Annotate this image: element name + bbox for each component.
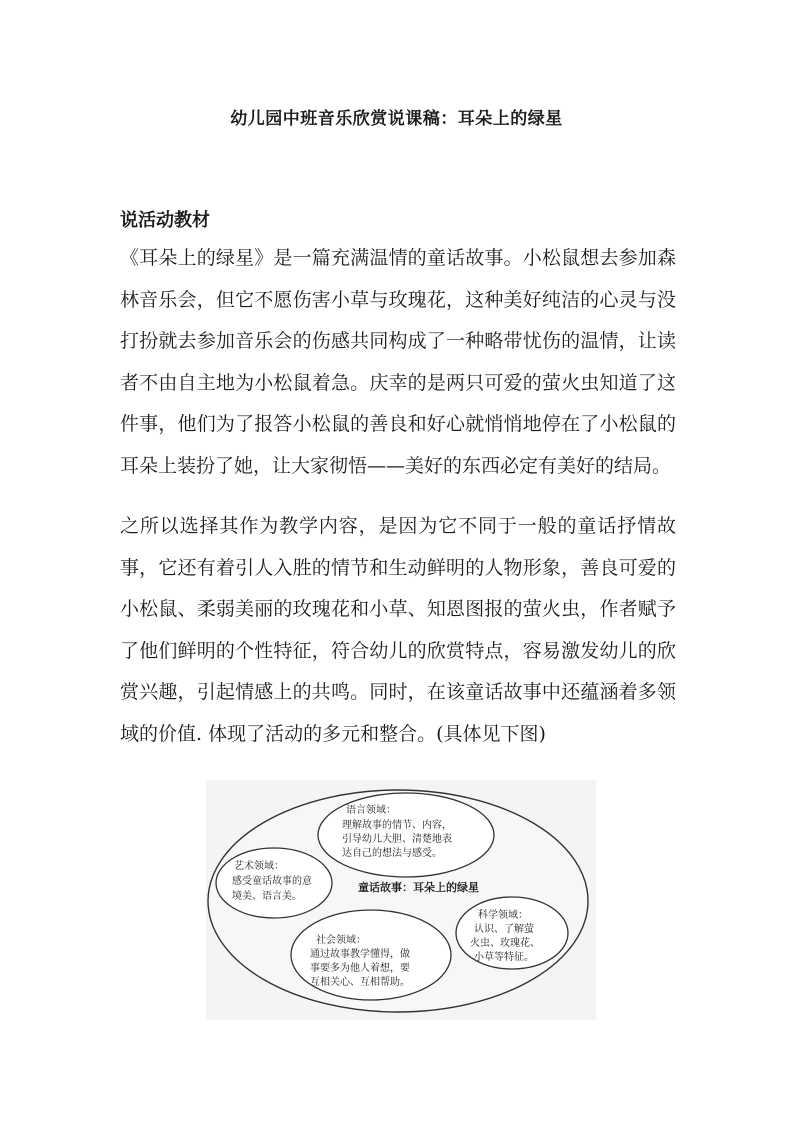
social-line-3: 互相关心、互相帮助。 — [310, 977, 410, 988]
language-line-3: 达自己的想法与感受。 — [342, 848, 442, 859]
social-line-1: 通过故事教学懂得，做 — [310, 949, 410, 960]
diagram-center-label: 童话故事：耳朵上的绿星 — [358, 881, 479, 894]
science-line-3: 小草等特征。 — [474, 952, 534, 963]
art-line-2: 境美、语言美。 — [232, 891, 302, 902]
section-heading: 说活动教材 — [120, 210, 210, 231]
science-line-2: 火虫、玫瑰花、 — [470, 938, 540, 949]
social-heading: 社会领域： — [316, 935, 366, 946]
art-heading: 艺术领域： — [234, 861, 284, 872]
social-line-2: 事要多为他人着想，要 — [310, 963, 410, 974]
science-line-1: 认识、了解萤 — [474, 924, 534, 935]
language-line-1: 理解故事的情节、内容， — [342, 820, 452, 831]
paragraph-2: 之所以选择其作为教学内容，是因为它不同于一般的童话抒情故事，它还有着引人入胜的情节和生动鲜明的人物形象，善良可爱的小松鼠、柔弱美丽的玫瑰花和小草、知恩图报的萤火虫，作者赋予了他们鲜明的个性特征，符合幼儿的欣赏特点，容易激发幼儿的欣赏兴趣，引起情感上的共鸣。同时，在该童话故事中还蕴涵着多领域的价值. 体现了活动的多元和整合。(具体见下图) — [120, 515, 676, 745]
language-line-2: 引导幼儿大胆、清楚地表 — [342, 834, 452, 845]
science-heading: 科学领域： — [478, 910, 528, 921]
paragraph-1: 《耳朵上的绿星》是一篇充满温情的童话故事。小松鼠想去参加森林音乐会，但它不愿伤害小草与玫瑰花，这种美好纯洁的心灵与没打扮就去参加音乐会的伤感共同构成了一种略带忧伤的温情，让读者不由自主地为小松鼠着急。庆幸的是两只可爱的萤火虫知道了这件事，他们为了报答小松鼠的善良和好心就悄悄地停在了小松鼠的耳朵上装扮了她，让大家彻悟——美好的东西必定有美好的结局。 — [120, 247, 676, 477]
domain-diagram — [206, 780, 596, 1020]
page-title: 幼儿园中班音乐欣赏说课稿：耳朵上的绿星 — [230, 109, 563, 129]
art-line-1: 感受童话故事的意 — [232, 876, 312, 887]
language-heading: 语言领域： — [346, 805, 396, 816]
